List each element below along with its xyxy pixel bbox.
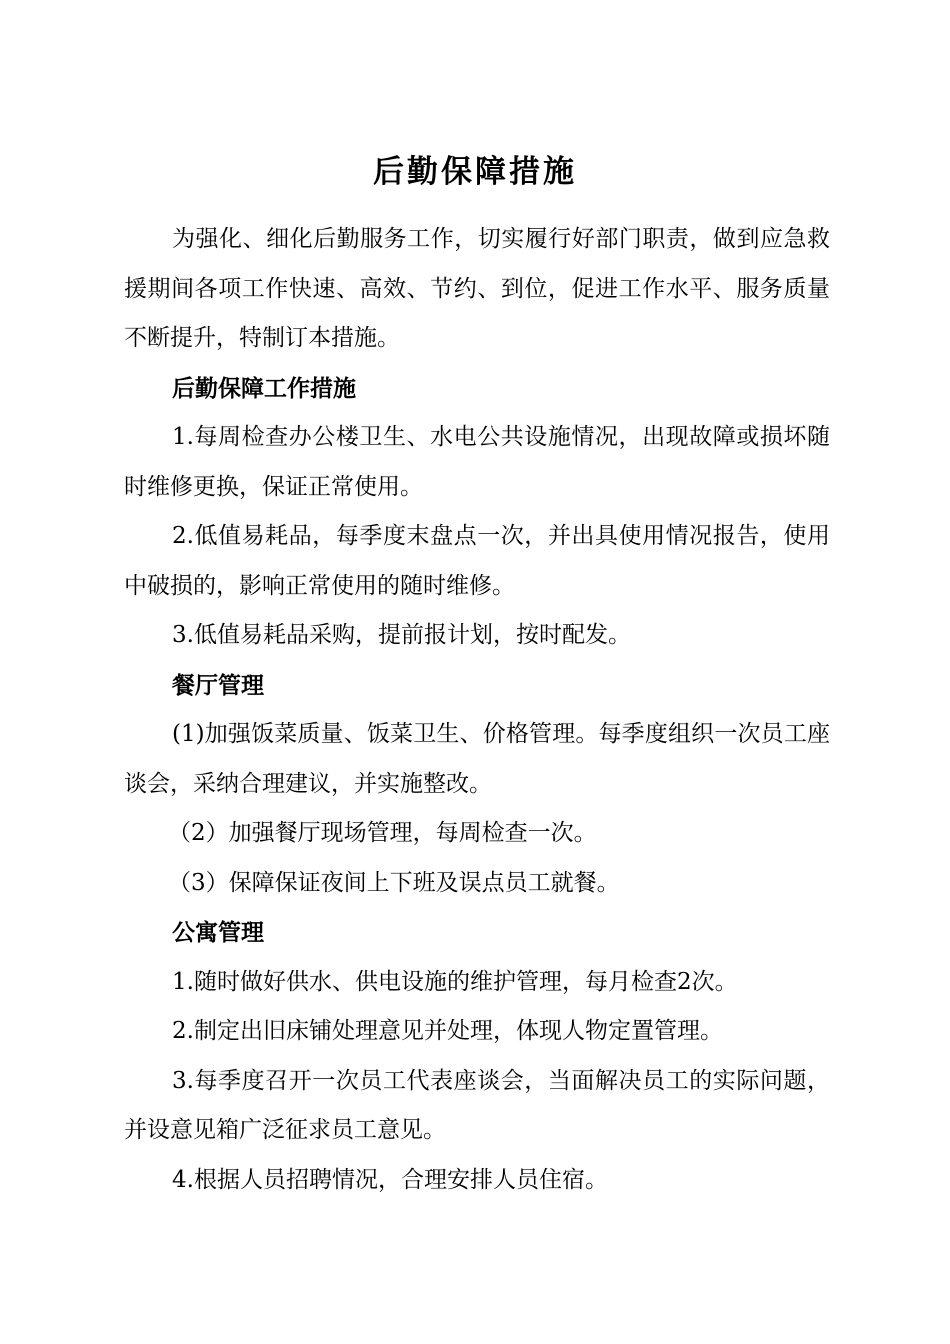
- document-body: [124, 215, 830, 1205]
- canteen-item-3: （3）保障保证夜间上下班及误点员工就餐。: [168, 869, 620, 896]
- dormitory-item-1: 1.随时做好供水、供电设施的维护管理，每月检查2次。: [172, 968, 738, 995]
- dormitory-item-3: 3.每季度召开一次员工代表座谈会，当面解决员工的实际问题，并设意见箱广泛征求员工意见。: [124, 1067, 830, 1143]
- section-heading-logistics: 后勤保障工作措施: [172, 374, 356, 402]
- dormitory-item-4: 4.根据人员招聘情况，合理安排人员住宿。: [172, 1166, 608, 1193]
- dormitory-item-2: 2.制定出旧床铺处理意见并处理，体现人物定置管理。: [172, 1018, 723, 1044]
- intro-paragraph: 为强化、细化后勤服务工作，切实履行好部门职责，做到应急救援期间各项工作快速、高效、节约、到位，促进工作水平、服务质量不断提升，特制订本措施。: [124, 226, 830, 351]
- section-heading-dormitory: 公寓管理: [172, 919, 264, 946]
- canteen-item-2: （2）加强餐厅现场管理，每周检查一次。: [168, 820, 597, 846]
- logistics-item-3: 3.低值易耗品采购，提前报计划，按时配发。: [172, 622, 631, 648]
- document-title: 后勤保障措施: [373, 154, 577, 190]
- logistics-item-1: 1.每周检查办公楼卫生、水电公共设施情况，出现故障或损坏随时维修更换，保证正常使用。: [124, 424, 830, 500]
- logistics-item-2: 2.低值易耗品，每季度末盘点一次，并出具使用情况报告，使用中破损的，影响正常使用的随时维修。: [124, 523, 830, 599]
- section-heading-canteen: 餐厅管理: [172, 671, 264, 699]
- canteen-item-1: (1)加强饭菜质量、饭菜卫生、价格管理。每季度组织一次员工座谈会，采纳合理建议，并实施整改。: [124, 721, 830, 797]
